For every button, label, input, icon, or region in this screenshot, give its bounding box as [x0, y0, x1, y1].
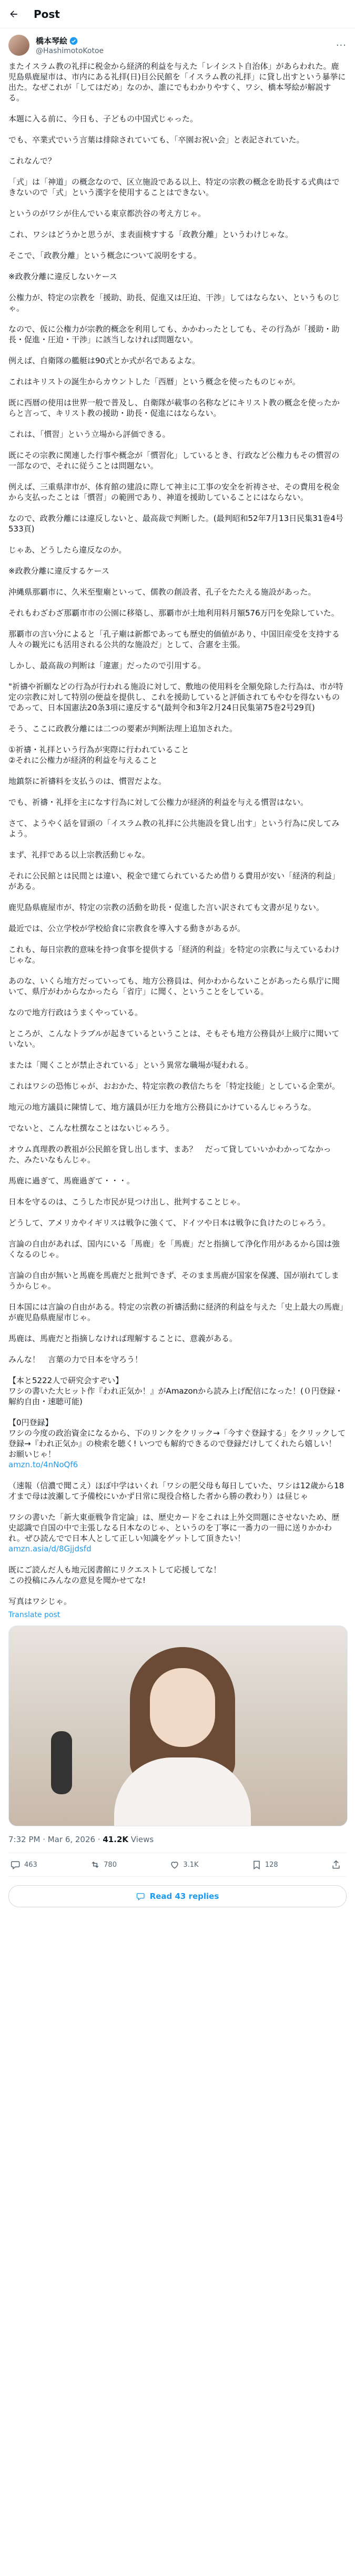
post-paragraph: そう、ここに政教分離には二つの要素が判断法理上追加された。 [8, 724, 238, 733]
post-paragraph: 沖縄県那覇市に、久米至聖廟といって、儒教の創設者、孔子をたたえる施設があった。 [8, 587, 316, 597]
post-paragraph: 馬鹿は、馬鹿だと指摘しなければ理解することに、意義がある。 [8, 1334, 238, 1343]
share-icon [331, 1859, 341, 1870]
post-paragraph: 日本国には言論の自由がある。特定の宗教の祈禱活動に経済的利益を与えた「史上最大の馬鹿」が鹿児島県鹿屋市じゃ。 [8, 1302, 344, 1322]
post-paragraph: ①祈禱・礼拝という行為が実際に行われていること ②それに公権力が経済的利益を与えること [8, 745, 189, 765]
reply-icon [11, 1859, 21, 1870]
ad-line: ワシの今度の政治資金になるから、下のリンクをクリック→「今すぐ登録する」をクリックして登録→『われ正気か』の検索を聴く! いつでも解約できるので登録だけしてくれたら嬉しい！ お願いじゃ！ [8, 1428, 346, 1459]
post-paragraph: あのな、いくら地方だっていっても、地方公務員は、何かわからないことがあったら県庁に聞いて、県庁がわからなかったら「省庁」に聞く、ということをしている。 [8, 976, 340, 996]
post-photo[interactable] [8, 1626, 348, 1826]
post-paragraph: 「式」は「神道」の概念なので、区立施設である以上、特定の宗教の概念を助長する式典はできないので「式」という漢字を使用することはできない。 [8, 177, 340, 197]
author-handle[interactable]: @HashimotoKotoe [36, 47, 104, 55]
post-paragraph: 地鎮祭に祈禱料を支払うのは、慣習だよな。 [8, 776, 167, 786]
post-paragraph: "祈禱や祈願などの行為が行われる施設に対して、敷地の使用料を全額免除した行為は、市が特定の宗教に対して特別の便益を提供し、これを援助していると評価されてもやむを得ないものであって、日本国憲法20条3項に違反する"(最判令和3年2月24日民集第75巻2号29頁) [8, 682, 343, 712]
post-paragraph: 本題に入る前に、今日も、子どもの中国式じゃった。 [8, 114, 198, 124]
post-paragraph: または「聞くことが禁止されている」という異常な職場が疑われる。 [8, 1060, 253, 1070]
read-replies-label: Read 43 replies [149, 1892, 219, 1901]
repost-count: 780 [104, 1861, 117, 1869]
action-bar [8, 1853, 347, 1877]
post-paragraph: どうして、アメリカやイギリスは戦争に強くて、ドイツや日本は戦争に負けたのじゃろう。 [8, 1218, 331, 1228]
repost-button[interactable] [90, 1859, 117, 1870]
post-paragraph: 鹿児島県鹿屋市が、特定の宗教の活動を助長・促進した言い訳されても文書が足りない。 [8, 903, 324, 912]
post-paragraph: 那覇市の言い分によると「孔子廟は新都であっても歴史的価値があり、中国旧産受を支持する人々の観光にも活用される公共的な施設だ」として、合憲を主張。 [8, 629, 340, 649]
post-paragraph: これなんで？ [8, 156, 56, 166]
post-paragraph: これも、毎日宗教的意味を持つ食事を提供する「経済的利益」を特定の宗教に与えているわけじゃな。 [8, 945, 340, 965]
post-paragraph: みんな！ 言葉の力で日本を守ろう！ [8, 1355, 143, 1364]
more-options-icon[interactable]: ··· [336, 39, 347, 51]
post-paragraph: 例えば、三重県津市が、体育館の建設に際して神主に工事の安全を祈祷させ、その費用を税金から支払ったことは「慣習」の範囲であり、神道を援助していることにはならない。 [8, 482, 340, 502]
post-paragraph: ※政教分離に違反するケース [8, 566, 109, 576]
ad-line: 既にご読んだ人も地元図書館にリクエストして応援してな！ この投稿にみんなの意見を聞かせてな! [8, 1565, 221, 1585]
microphone-shape [51, 1731, 72, 1794]
post-paragraph: そこで、「政教分離」という概念について説明をする。 [8, 251, 201, 260]
post-paragraph: 既に西暦の使用は世界一般で普及し、自衛隊が載事の名称などにキリスト教の概念を使ったからと言って、キリスト教の援助・助長・促進にはならない。 [8, 398, 340, 418]
back-arrow-icon[interactable] [8, 9, 19, 19]
ad-heading: 【0円登録】 [8, 1418, 53, 1427]
post-paragraph: これはキリストの誕生からカウントした「西暦」という概念を使ったものじゃが。 [8, 377, 300, 386]
bookmark-button[interactable] [251, 1859, 278, 1870]
like-button[interactable] [169, 1859, 198, 1870]
post-paragraph: これ、ワシはどうかと思うが、ま表面検すする「政教分離」というわけじゃな。 [8, 230, 293, 239]
views-count: 41.2K [103, 1835, 129, 1844]
post-timestamp[interactable]: 7:32 PM · Mar 6, 2026 · [8, 1835, 103, 1844]
post-body [0, 58, 355, 1907]
post-paragraph: 馬鹿に過ぎて、馬鹿過ぎて・・・。 [8, 1176, 135, 1185]
post-paragraph: じゃあ、どうしたら違反なのか。 [8, 545, 127, 555]
ad-line: （速報（信濃で聞こえ）ほぼ中学はいくれ「ワシの肥父母も毎日していた、ワシは12歳から18才まで母は波瀬して予備校にいかず日常に現役合格した者から勝の教わり）は昼じゃ [8, 1481, 344, 1501]
page-title: Post [34, 7, 60, 21]
post-paragraph: ※政教分離に違反しないケース [8, 272, 117, 281]
top-bar [0, 0, 355, 28]
bookmark-icon [251, 1859, 262, 1870]
heart-icon [169, 1859, 180, 1870]
reply-icon [136, 1892, 146, 1901]
post-paragraph: まず、礼拝である以上宗教活動じゃな。 [8, 850, 150, 860]
translate-link[interactable]: Translate post [8, 1611, 60, 1619]
post-paragraph: しかし、最高裁の判断は「違憲」だったので引用する。 [8, 661, 206, 670]
post-paragraph: オウム真理教の教祖が公民館を貸し出します、まあ？ だって貸していいかわかってなかった、みたいなもんじゃ。 [8, 1144, 331, 1164]
ad-line: ワシの書いた大ヒット作『われ正気か！』がAmazonから読み上げ配信になった！(０円登録・解約自由・速聴可能) [8, 1386, 343, 1406]
post-paragraph: なので地方行政はうまくやっている。 [8, 1008, 143, 1017]
amazon-link[interactable]: amzn.to/4nNoQf6 [8, 1460, 78, 1469]
like-count: 3.1K [183, 1861, 199, 1869]
reply-count: 463 [24, 1861, 37, 1869]
avatar[interactable] [8, 35, 29, 56]
amazon-link[interactable]: amzn.asia/d/8Gjjdsfd [8, 1544, 92, 1553]
ad-line: ワシの書いた「新大東亜戦争肯定論」は、歴史カードをこれは上外交問題にさせないため、歴史認識で自国の中で主張しなる日本なのじゃ、というのを丁寧に一番力の一冊に送りかかわれ。ぜひ読んでで日本人として正しい知識をゲットして頂きたい！ [8, 1512, 340, 1543]
post-paragraph: 例えば、自衛隊の艦艇は90式とか式が名であるよな。 [8, 356, 200, 365]
face-shape [150, 1668, 215, 1747]
post-paragraph: なので、政教分離には違反しないと、最高裁で判断した。(最判昭和52年7月13日民集31巻4号533頁) [8, 514, 343, 534]
post-paragraph: なので、仮に公権力が宗教的概念を利用しても、かかわったとしても、その行為が「援助・助長・促進・圧迫・干渉」に該当しなければ問題ない。 [8, 324, 340, 344]
post-paragraph: これはワシの恐怖じゃが、おおかた、特定宗教の教信たちを「特定技能」としている企業が。 [8, 1081, 340, 1091]
post-paragraph: 日本を守るのは、こうした市民が見つけ出し、批判することじゃ。 [8, 1197, 246, 1207]
post-paragraph: またイスラム教の礼拝に税金から経済的利益を与えた「レイシスト自治体」があらわれた。鹿児島県鹿屋市は、市内にある礼拝(日)目公民館を「イスラム教の礼拝」に貸し出すという暴挙に出た。なぜこれが「してはだめ」なのか、誰にでもわかりやすく、ワシ、橋本琴絵が解説する。 [8, 62, 346, 103]
post-paragraph: でも、祈禱・礼拝を主になす行為に対して公権力が経済的利益を与える慣習はない。 [8, 798, 309, 807]
reply-button[interactable] [11, 1859, 37, 1870]
repost-icon [90, 1859, 100, 1870]
post-paragraph: ところが、こんなトラブルが起きているということは、そもそも地方公務員が上級庁に聞いていない。 [8, 1029, 340, 1049]
post-author [0, 28, 355, 58]
verified-badge-icon [69, 37, 78, 45]
post-paragraph: でないと、こんな杜撰なことはないじゃろう。 [8, 1123, 175, 1133]
post-paragraph: それに公民館とは民間とは違い、税金で建てられているため借りる費用が安い「経済的利益」がある。 [8, 871, 340, 891]
post-paragraph: というのがワシが住んでいる東京都渋谷の考え方じゃ。 [8, 209, 206, 218]
share-button[interactable] [331, 1859, 344, 1870]
post-paragraph: さて、ようやく話を冒頭の「イスラム教の礼拝に公共施設を貸し出す」という行為に戻してみよう。 [8, 819, 340, 839]
post-paragraph: 最近では、公立学校が学校給食に宗教食を導入する動きがあるが。 [8, 924, 246, 933]
ad-line: 【本と5222人で研究会すぞい】 [8, 1376, 124, 1385]
post-paragraph: 公権力が、特定の宗教を「援助、助長、促進又は圧迫、干渉」してはならない、というものじゃ。 [8, 293, 340, 313]
post-paragraph: これは、「慣習」という立場から評価できる。 [8, 430, 170, 439]
bookmark-count: 128 [265, 1861, 278, 1869]
views-label: Views [128, 1835, 154, 1844]
post-paragraph: 言論の自由が無いと馬鹿を馬鹿だと批判できず、そのまま馬鹿が国家を保護、国が崩れてしまうからじゃ。 [8, 1271, 339, 1291]
post-paragraph: でも、卒業式でいう言葉は排除されていても、「卒園お祝い会」と表記されていた。 [8, 135, 305, 145]
ad-line: 写真はワシじゃ。 [8, 1597, 72, 1606]
read-replies-button[interactable] [8, 1885, 347, 1907]
post-paragraph: それもわざわざ那覇市市の公園に移築し、那覇市が土地利用料月額576万円を免除していた。 [8, 608, 339, 618]
post-paragraph: 言論の自由があれば、国内にいる「馬鹿」を「馬鹿」だと指摘して浄化作用があるから国は強くなるのじゃ。 [8, 1239, 340, 1259]
post-paragraph: 既にその宗教に関連した行事や概念が「慣習化」しているとき、行政など公権力もその慣習の一部なので、それに従うことは問題ない。 [8, 451, 340, 471]
post-paragraph: 地元の地方議員に陳情して、地方議員が圧力を地方公務員にかけているんじゃろうな。 [8, 1102, 316, 1112]
post-meta [8, 1826, 347, 1853]
author-name[interactable]: 橋本琴絵 [36, 36, 68, 46]
